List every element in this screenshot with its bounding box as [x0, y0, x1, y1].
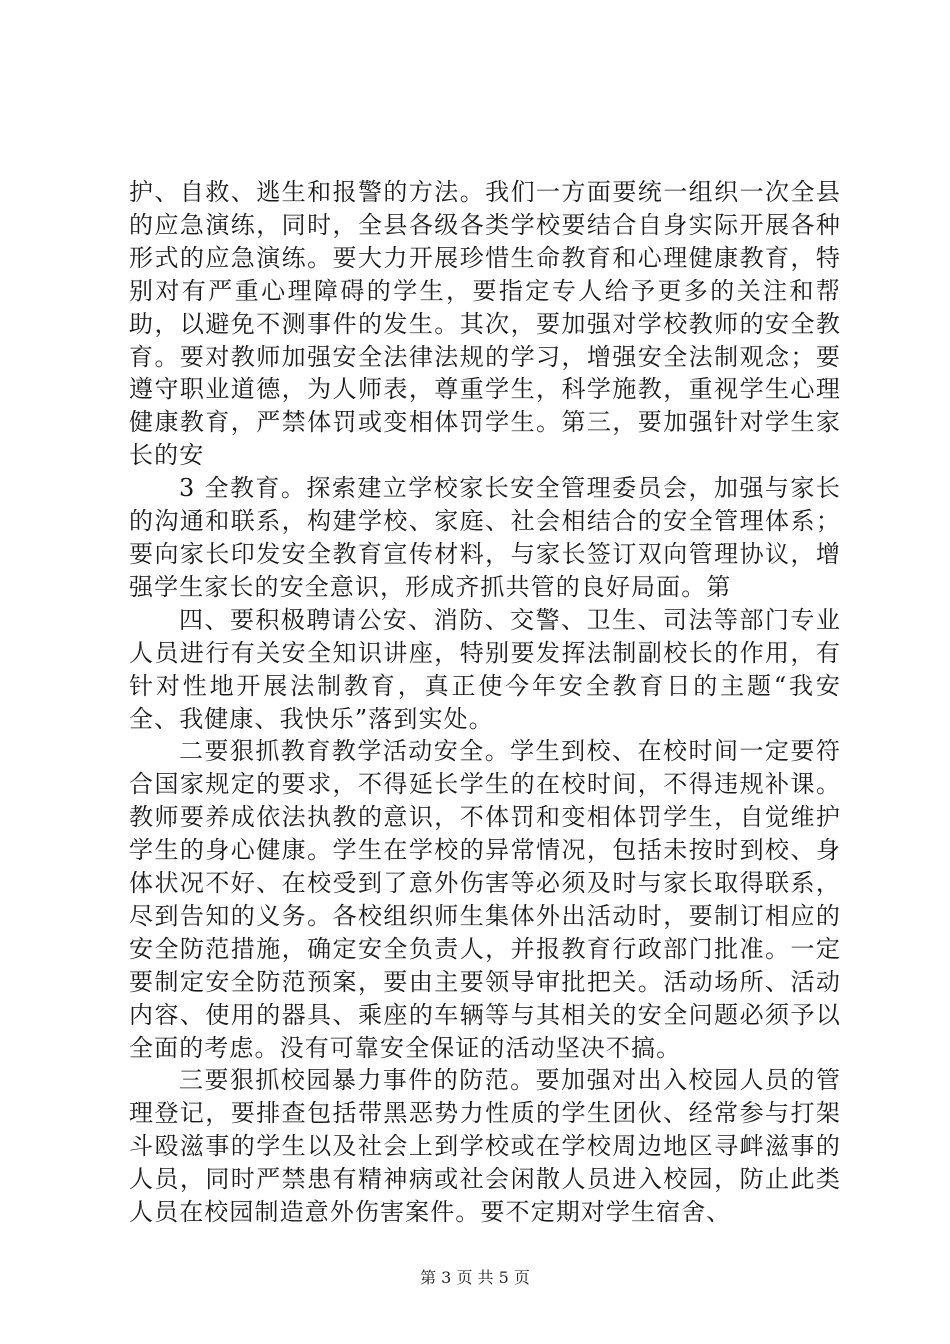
paragraph-professional-lectures: 四、要积极聘请公安、消防、交警、卫生、司法等部门专业人员进行有关安全知识讲座，特别要发挥法制副校长的作用，有针对性地开展法制教育，真正使今年安全教育日的主题“我安全、我健康、我快乐”落到实处。	[129, 605, 841, 733]
paragraph-parent-education: 3 全教育。探索建立学校家长安全管理委员会，加强与家长的沟通和联系，构建学校、家庭、社会相结合的安全管理体系；要向家长印发安全教育宣传材料，与家长签订双向管理协议，增强学生家长的安全意识，形成齐抓共管的良好局面。第	[129, 474, 841, 601]
document-body	[129, 176, 841, 1229]
paragraph-teaching-activity-safety: 二要狠抓教育教学活动安全。学生到校、在校时间一定要符合国家规定的要求，不得延长学生的在校时间，不得违规补课。教师要养成依法执教的意识，不体罚和变相体罚学生，自觉维护学生的身心健康。学生在学校的异常情况，包括未按时到校、身体状况不好、在校受到了意外伤害等必须及时与家长取得联系，尽到告知的义务。各校组织师生集体外出活动时，要制订相应的安全防范措施，确定安全负责人，并报教育行政部门批准。一定要制定安全防范预案，要由主要领导审批把关。活动场所、活动内容、使用的器具、乘座的车辆等与其相关的安全问题必须予以全面的考虑。没有可靠安全保证的活动坚决不搞。	[129, 737, 841, 1062]
paragraph-campus-violence-prevention: 三要狠抓校园暴力事件的防范。要加强对出入校园人员的管理登记，要排查包括带黑恶势力性质的学生团伙、经常参与打架斗殴滋事的学生以及社会上到学校或在学校周边地区寻衅滋事的人员，同时严禁患有精神病或社会闲散人员进入校园，防止此类人员在校园制造意外伤害案件。要不定期对学生宿舍、	[129, 1066, 841, 1227]
page-number-footer: 第 3 页 共 5 页	[420, 1268, 530, 1287]
paragraph-continuation: 护、自救、逃生和报警的方法。我们一方面要统一组织一次全县的应急演练，同时，全县各级各类学校要结合自身实际开展各种形式的应急演练。要大力开展珍惜生命教育和心理健康教育，特别对有严重心理障碍的学生，要指定专人给予更多的关注和帮助，以避免不测事件的发生。其次，要加强对学校教师的安全教育。要对教师加强安全法律法规的学习，增强安全法制观念；要遵守职业道德，为人师表，尊重学生，科学施教，重视学生心理健康教育，严禁体罚或变相体罚学生。第三，要加强针对学生家长的安	[129, 178, 841, 470]
